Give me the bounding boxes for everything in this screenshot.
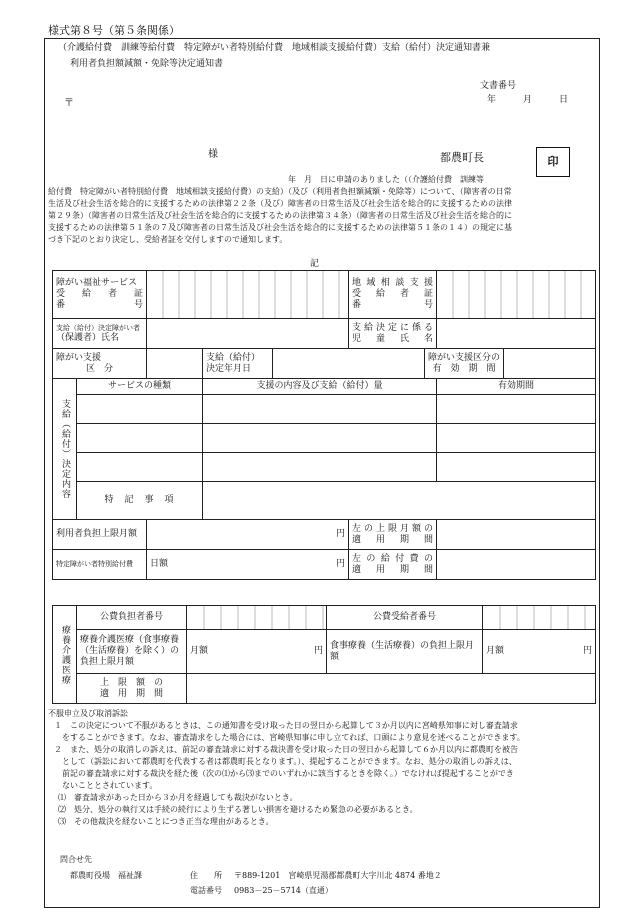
period-cell xyxy=(437,395,596,424)
payer-number-label: 公費負担者番号 xyxy=(77,606,187,630)
child-name-label: 支給決定に係る 児 童 氏 名 xyxy=(349,319,437,349)
medical-limit-value: 月額 円 xyxy=(187,630,327,674)
recipient-name-value xyxy=(147,319,349,349)
service-cell xyxy=(77,424,203,453)
form-number: 様式第８号（第５条関係） xyxy=(48,24,180,37)
copay-limit-period-value xyxy=(437,520,596,550)
medical-care-table xyxy=(52,605,596,704)
recipient-number-label: 公費受給者番号 xyxy=(327,606,483,630)
content-cell xyxy=(203,424,437,453)
special-benefit-value: 日額 円 xyxy=(147,550,349,580)
content-cell xyxy=(203,395,437,424)
ki-label: 記 xyxy=(310,259,320,269)
body-text: 年 月 日に申請のありました（（介護給付費 訓練等 給付費 特定障がい者特別給付費 地域相談支援給付費）の支給）（及び（利用者負担額減額・免除等）について、（障害者の日常 生活及び社会生活を総合的に支援するための法律第２２条（及び）障害者の日常生活及び社会生活を総合的に支援するための法律 第２９条）（障害者の日常生活及び社会生活を総合的に支援するための法律第３４条）（障害者の日常生活及び社会生活を総合的に 支援するための法律第５１条の７及び障害者の日常生活及び社会生活を総合的に支援するための法律第５１条の１４）の規定に基 づき下記のとおり決定し、受給者証を交付しますので通知します。 xyxy=(48,175,512,244)
limit-period-value xyxy=(187,674,596,704)
period-cell xyxy=(437,453,596,482)
contact-address-label: 住 所 xyxy=(190,871,222,880)
benefit-period-label: 左の給付費の 適 用 期 間 xyxy=(349,550,437,580)
service-cell xyxy=(77,453,203,482)
welfare-cert-value xyxy=(147,271,349,319)
consult-cert-value xyxy=(437,271,596,319)
special-notes-value xyxy=(203,482,596,520)
contact-label: 問合せ先 xyxy=(60,855,92,864)
support-category-period-value xyxy=(504,349,596,379)
recipient-number-value xyxy=(483,606,596,630)
title-line-2: 利用者負担額減額・免除等決定通知書 xyxy=(70,59,224,69)
child-name-value xyxy=(437,319,596,349)
meal-limit-label: 食事療養（生活療養）の負担上限月額 xyxy=(327,630,483,674)
copay-limit-value: 円 xyxy=(147,520,349,550)
support-category-value xyxy=(147,349,203,379)
support-category-label: 障がい支援 区 分 xyxy=(53,349,147,379)
period-cell xyxy=(437,424,596,453)
appeal-notes: 不服申立及び取消訴訟 １ この決定について不服があるときは、この通知書を受け取った日の翌日から起算して３か月以内に宮崎県知事に対し審査請求 をすることができます。なお、審査請求をした場合には、宮崎県知事に申し立てれば、口頭により意見を述べることができます。 ２ また、処分の取消しの訴えは、前記の審査請求に対する裁決書を受け取った日の翌日から起算して６か月以内に都農町を被告 として（訴訟において都農町を代表する者は都農町長となります。）、提起することができます。なお、処分の取消しの訴えは、 前記の審査請求に対する裁決を経た後（次の⑴から⑶までのいずれかに該当するときを除く。）でなければ提起することができ ないこととされています。 ⑴ 審査請求があった日から３か月を経過しても裁決がないとき。 ⑵ 処分、処分の執行又は手続の続行により生ずる著しい損害を避けるため緊急の必要があるとき。 ⑶ その他裁決を経ないことにつき正当な理由があるとき。 xyxy=(48,709,525,826)
welfare-cert-label: 障がい福祉サービス 受 給 者 証 番 号 xyxy=(53,271,147,319)
medical-care-side-label: 療養介護医療 xyxy=(53,606,77,704)
limit-period-label: 上 限 額 の 適 用 期 間 xyxy=(77,674,187,704)
meal-limit-value: 月額 円 xyxy=(483,630,596,674)
decision-date-label: 支給（給付） 決定年月日 xyxy=(203,349,273,379)
support-category-period-label: 障がい支援区分の 有 効 期 間 xyxy=(425,349,504,379)
postal-mark: 〒 xyxy=(64,98,74,109)
issuer-name: 都農町長 xyxy=(440,151,484,164)
seal-stamp: 印 xyxy=(536,147,570,177)
decision-content-side-label: 支給（給付）決定内容 xyxy=(53,379,77,520)
decision-table xyxy=(52,270,596,580)
benefit-period-value xyxy=(437,550,596,580)
service-cell xyxy=(77,395,203,424)
doc-number-label: 文書番号 xyxy=(480,81,517,91)
contact-office: 都農町役場 福祉課 xyxy=(70,871,142,880)
medical-limit-label: 療養介護医療（食事療養（生活療養）を除く）の負担上限月額 xyxy=(77,630,187,674)
decision-date-value xyxy=(273,349,425,379)
contact-phone-label: 電話番号 xyxy=(190,886,222,895)
col-support-content: 支援の内容及び支給（給付）量 xyxy=(203,379,437,395)
col-valid-period: 有効期間 xyxy=(437,379,596,395)
copay-limit-label: 利用者負担上限月額 xyxy=(53,520,147,550)
payer-number-value xyxy=(187,606,327,630)
recipient-name-label: 支給（給付）決定障がい者 （保護者）氏名 xyxy=(53,319,147,349)
date-label: 年 月 日 xyxy=(487,95,569,105)
title-line-1: （介護給付費 訓練等給付費 特定障がい者特別給付費 地域相談支援給付費）支給（給付）決定通知書兼 xyxy=(58,43,491,53)
contact-phone: 0983－25－5714（直通） xyxy=(234,886,333,895)
contact-address: 〒889-1201 宮崎県児湯郡都農町大字川北 4874 番地２ xyxy=(234,871,442,880)
copay-limit-period-label: 左の上限月額の 適 用 期 間 xyxy=(349,520,437,550)
col-service-type: サービスの種類 xyxy=(77,379,203,395)
special-benefit-label: 特定障がい者特別給付費 xyxy=(53,550,147,580)
recipient-sama: 様 xyxy=(208,149,218,160)
special-notes-label: 特 記 事 項 xyxy=(77,482,203,520)
content-cell xyxy=(203,453,437,482)
consult-cert-label: 地 域 相 談 支 援 受 給 者 証 番 号 xyxy=(349,271,437,319)
